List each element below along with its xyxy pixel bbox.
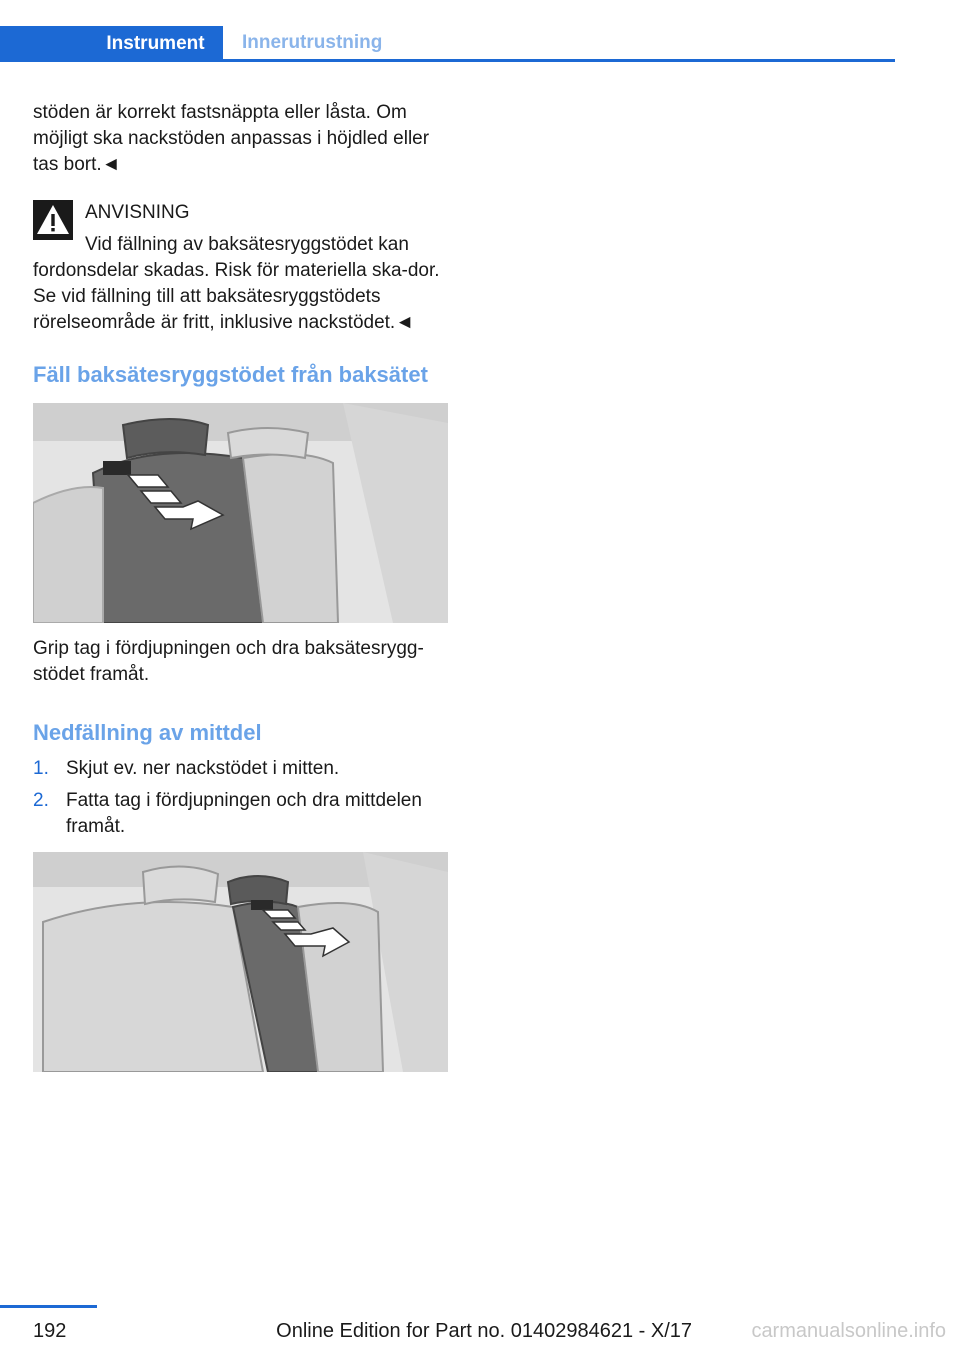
intro-paragraph: stöden är korrekt fastsnäppta eller låsta. Om möjligt ska nackstöden anpassas i höjdled eller tas bort.◄	[33, 102, 430, 175]
seat-illustration-2	[33, 852, 448, 1072]
notice-title: ANVISNING	[85, 202, 190, 223]
caption-fold-backrest	[33, 636, 453, 688]
watermark-text: carmanualsonline.info	[751, 1320, 946, 1342]
list-item-step-2	[33, 788, 453, 840]
notice-text: fordonsdelar skadas. Risk för materiella ska-dor. Se vid fällning till att baksätesryggstödets rörelseområde är fritt, inklusive nackstödet.◄	[33, 260, 440, 333]
seat-illustration-1	[33, 403, 448, 623]
footer-rule	[0, 1305, 97, 1308]
steps-list	[33, 756, 453, 846]
list-item-step-1	[33, 756, 453, 782]
step-text: Fatta tag i fördjupningen och dra mittdelen framåt.	[66, 790, 422, 837]
section-heading-fold-center: Nedfällning av mittdel	[33, 720, 262, 745]
step-text: Skjut ev. ner nackstödet i mitten.	[66, 758, 340, 779]
header-rule	[0, 59, 895, 62]
illustration-center-section	[33, 852, 448, 1072]
step-number: 1.	[33, 758, 49, 779]
tab-innerutrustning[interactable]: Innerutrustning	[242, 31, 383, 53]
step-number: 2.	[33, 790, 49, 811]
page-number: 192	[33, 1320, 67, 1342]
tab-instrument[interactable]: Instrument	[0, 26, 223, 62]
illustration-rear-seat-backrest	[33, 403, 448, 623]
header-tabbar	[0, 26, 895, 62]
section-heading-fold-backrest: Fäll baksätesryggstödet från baksätet	[33, 362, 428, 387]
warning-triangle-icon	[33, 200, 73, 240]
notice-text-line1: Vid fällning av baksätesryggstödet kan	[85, 234, 409, 255]
edition-text: Online Edition for Part no. 01402984621 - X/17	[276, 1320, 692, 1342]
notice-block	[33, 200, 453, 336]
intro-block	[33, 100, 453, 178]
caption-text: Grip tag i fördjupningen och dra baksätesrygg-stödet framåt.	[33, 638, 424, 685]
